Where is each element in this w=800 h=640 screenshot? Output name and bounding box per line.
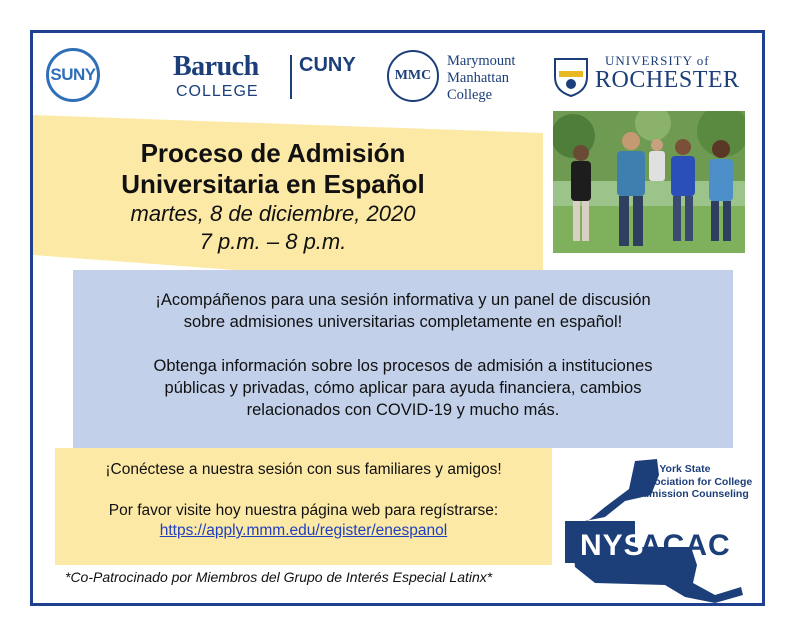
mmc-line-1: Marymount bbox=[447, 53, 516, 69]
register-link[interactable]: https://apply.mmm.edu/register/enespanol bbox=[159, 522, 448, 539]
baruch-college: COLLEGE bbox=[176, 83, 259, 100]
mmc-seal-icon bbox=[387, 50, 439, 102]
event-time: 7 p.m. – 8 p.m. bbox=[199, 229, 347, 254]
title-line-2: Universitaria en Español bbox=[121, 169, 425, 199]
mmc-line-3: College bbox=[447, 87, 493, 103]
mmc-seal-text: MMC bbox=[394, 68, 432, 83]
details-line-1: Obtenga información sobre los procesos de admisión a instituciones bbox=[153, 357, 653, 375]
rochester-bottom: ROCHESTER bbox=[595, 67, 740, 93]
event-title-block bbox=[88, 138, 458, 256]
cuny-text: CUNY bbox=[299, 54, 356, 76]
details-line-2: públicas y privadas, cómo aplicar para ayuda financiera, cambios bbox=[164, 379, 642, 397]
rochester-top: UNIVERSITY of bbox=[605, 53, 710, 68]
nysacac-line-3: Admission Counseling bbox=[635, 488, 749, 500]
acac-label: ACAC bbox=[640, 529, 731, 562]
students-walking-photo bbox=[553, 111, 745, 253]
event-date: martes, 8 de diciembre, 2020 bbox=[130, 201, 416, 226]
info-panel bbox=[73, 270, 733, 448]
details-line-3: relacionados con COVID-19 y mucho más. bbox=[246, 401, 560, 419]
nysacac-line-1: New York State bbox=[635, 463, 711, 475]
suny-logo bbox=[46, 48, 100, 102]
cta-visit: Por favor visite hoy nuestra página web para regístrarse: bbox=[108, 502, 499, 519]
title-line-1: Proceso de Admisión bbox=[140, 138, 406, 168]
nysacac-line-2: Association for College bbox=[635, 475, 753, 488]
logo-divider bbox=[290, 55, 292, 99]
mmc-line-2: Manhattan bbox=[447, 70, 510, 86]
mmc-name bbox=[447, 53, 515, 104]
flyer-frame bbox=[30, 30, 765, 606]
baruch-name: Baruch bbox=[173, 51, 259, 82]
nys-label: NYS bbox=[580, 529, 645, 562]
nysacac-name bbox=[635, 463, 755, 501]
cta-connect: ¡Conéctese a nuestra sesión con sus familiares y amigos! bbox=[105, 461, 502, 478]
sponsor-note: *Co-Patrocinado por Miembros del Grupo de Interés Especial Latinx* bbox=[65, 569, 493, 585]
intro-line-1: ¡Acompáñenos para una sesión informativa y un panel de discusión bbox=[155, 291, 651, 309]
suny-logo-text: SUNY bbox=[50, 65, 96, 84]
intro-line-2: sobre admisiones universitarias completamente en español! bbox=[183, 313, 623, 331]
rochester-name bbox=[595, 53, 740, 94]
rochester-shield-icon bbox=[553, 57, 589, 97]
cta-panel bbox=[55, 448, 552, 565]
baruch-cuny-logo bbox=[173, 51, 373, 103]
